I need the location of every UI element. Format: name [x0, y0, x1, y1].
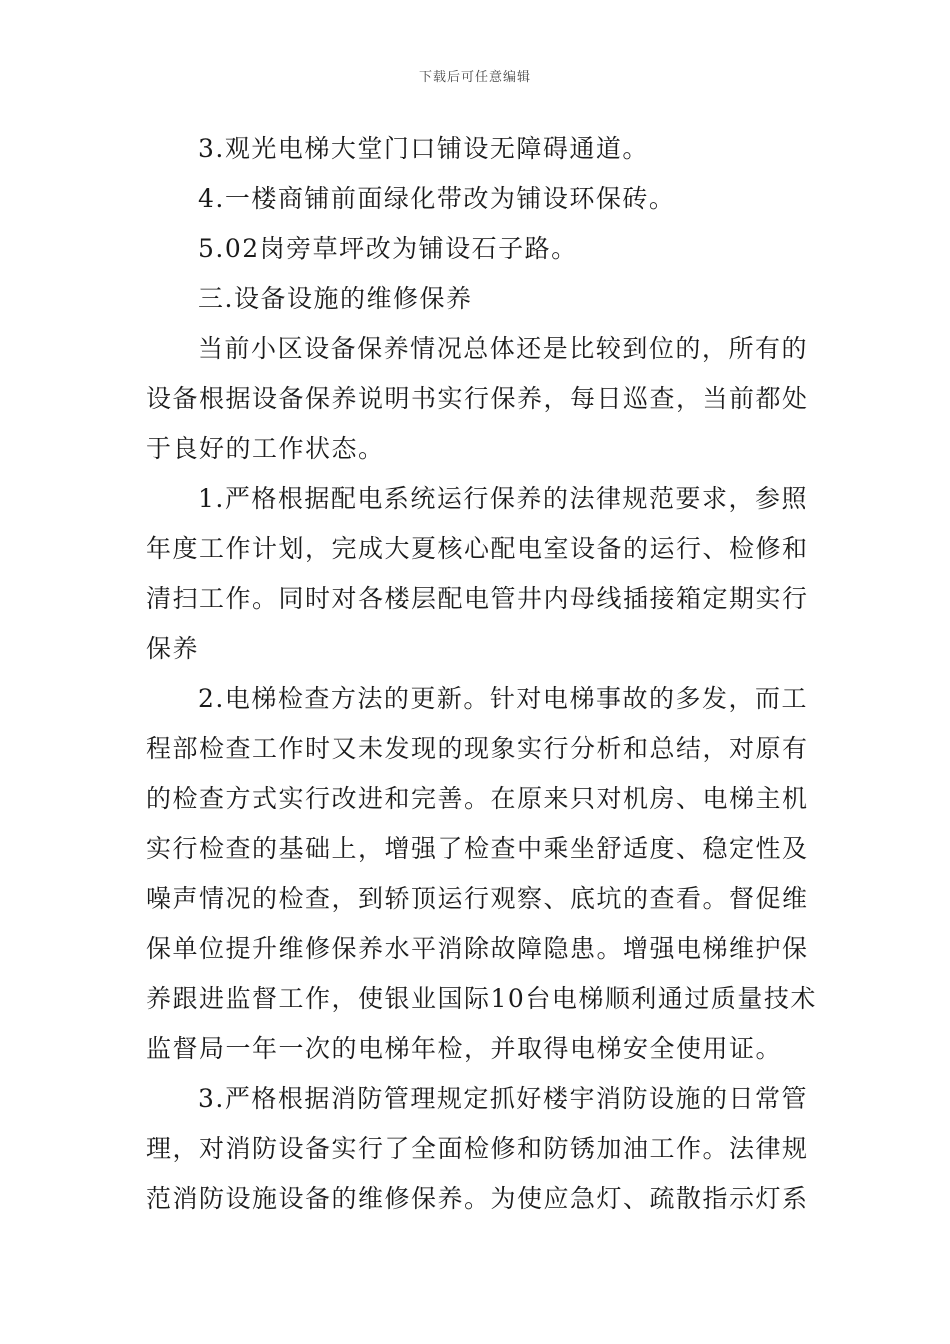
- text-line: 1.严格根据配电系统运行保养的法律规范要求，参照: [198, 484, 808, 513]
- text-line: 养跟进监督工作，使银业国际10台电梯顺利通过质量技术: [146, 984, 817, 1013]
- text-line: 监督局一年一次的电梯年检，并取得电梯安全使用证。: [146, 1034, 783, 1063]
- text-line: 设备根据设备保养说明书实行保养，每日巡查，当前都处: [146, 384, 809, 413]
- page-header-note: 下载后可任意编辑: [418, 70, 531, 85]
- text-line: 4.一楼商铺前面绿化带改为铺设环保砖。: [198, 184, 676, 213]
- text-line: 清扫工作。同时对各楼层配电管井内母线插接箱定期实行: [146, 584, 809, 613]
- document-body: [146, 124, 817, 1224]
- text-line: 2.电梯检查方法的更新。针对电梯事故的多发，而工: [198, 684, 808, 713]
- text-line: 理，对消防设备实行了全面检修和防锈加油工作。法律规: [146, 1134, 809, 1163]
- text-line: 3.严格根据消防管理规定抓好楼宇消防设施的日常管: [198, 1084, 808, 1113]
- text-line: 噪声情况的检查，到轿顶运行观察、底坑的查看。督促维: [146, 884, 809, 913]
- text-line: 5.02岗旁草坪改为铺设石子路。: [198, 234, 578, 263]
- text-line: 的检查方式实行改进和完善。在原来只对机房、电梯主机: [146, 784, 809, 813]
- text-line: 于良好的工作状态。: [146, 434, 385, 463]
- text-line: 实行检查的基础上，增强了检查中乘坐舒适度、稳定性及: [146, 834, 809, 863]
- text-line: 程部检查工作时又未发现的现象实行分析和总结，对原有: [146, 734, 809, 763]
- text-line: 范消防设施设备的维修保养。为使应急灯、疏散指示灯系: [146, 1184, 809, 1213]
- text-line: 年度工作计划，完成大夏核心配电室设备的运行、检修和: [146, 534, 809, 563]
- text-line: 保养: [146, 634, 200, 663]
- section-heading: 三.设备设施的维修保养: [198, 284, 473, 313]
- text-line: 当前小区设备保养情况总体还是比较到位的，所有的: [198, 334, 808, 363]
- text-line: 3.观光电梯大堂门口铺设无障碍通道。: [198, 134, 649, 163]
- text-line: 保单位提升维修保养水平消除故障隐患。增强电梯维护保: [146, 934, 809, 963]
